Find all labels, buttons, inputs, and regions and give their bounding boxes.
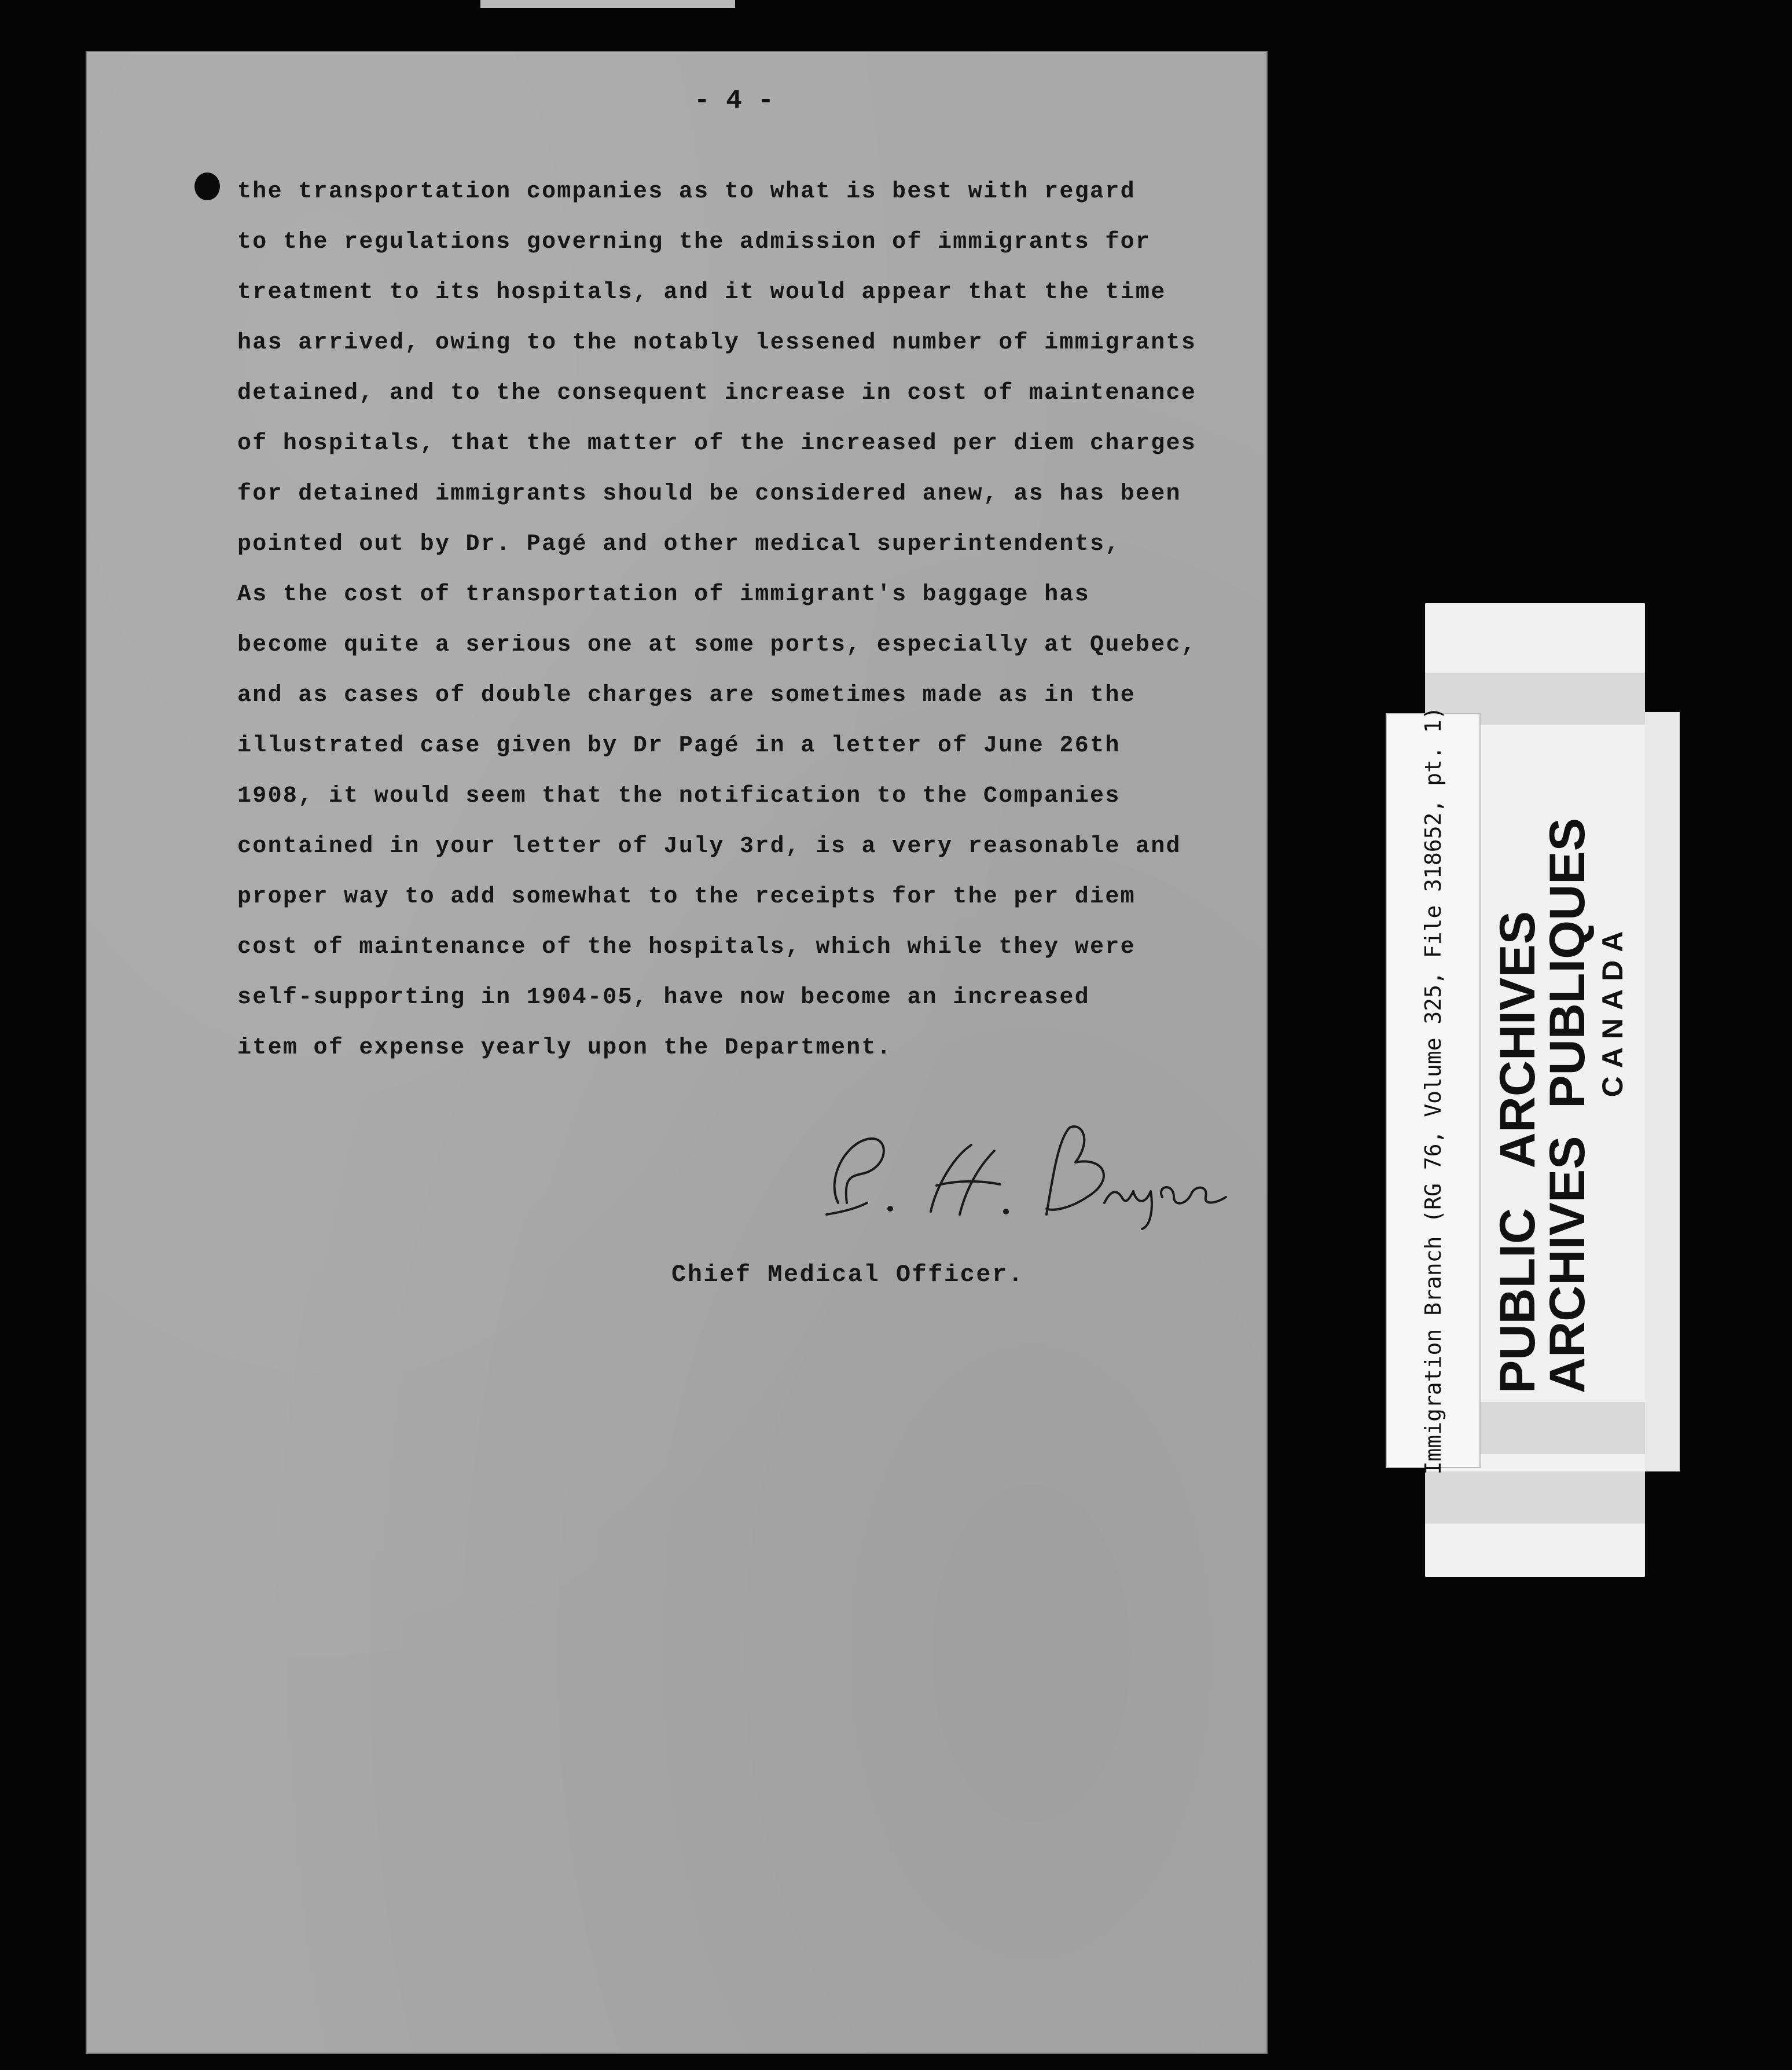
text-line: As the cost of transportation of immigrant's baggage has xyxy=(237,582,1090,608)
stamp-line-canada: CANADA xyxy=(1596,923,1629,1098)
stamp-line-public-archives: PUBLIC ARCHIVES xyxy=(1490,911,1545,1393)
letter-body xyxy=(237,167,1291,1073)
text-line: 1908, it would seem that the notification to the Companies xyxy=(237,783,1121,809)
signatory-title: Chief Medical Officer. xyxy=(671,1261,1024,1289)
text-line: item of expense yearly upon the Department. xyxy=(237,1035,893,1061)
text-line: self-supporting in 1904-05, have now become an increased xyxy=(237,985,1090,1011)
text-line: detained, and to the consequent increase in cost of maintenance xyxy=(237,380,1197,406)
archive-reference-text: Immigration Branch (RG 76, Volume 325, File 318652, pt. 1) xyxy=(1420,706,1446,1475)
film-tab xyxy=(480,0,735,8)
letter-page xyxy=(86,51,1268,2054)
public-archives-stamp xyxy=(1482,799,1644,1412)
strip-band xyxy=(1425,1471,1645,1524)
text-line: contained in your letter of July 3rd, is a very reasonable and xyxy=(237,834,1181,860)
text-line: pointed out by Dr. Pagé and other medical superintendents, xyxy=(237,531,1121,557)
stamp-line-archives-publiques: ARCHIVES PUBLIQUES xyxy=(1540,818,1595,1393)
archive-reference-label xyxy=(1386,706,1481,1475)
text-line: illustrated case given by Dr Pagé in a letter of June 26th xyxy=(237,733,1121,759)
text-line: cost of maintenance of the hospitals, which while they were xyxy=(237,934,1136,960)
text-line: to the regulations governing the admission of immigrants for xyxy=(237,229,1151,255)
page-number: - 4 - xyxy=(693,86,774,116)
text-line: of hospitals, that the matter of the increased per diem charges xyxy=(237,431,1197,457)
text-line: the transportation companies as to what is best with regard xyxy=(237,179,1136,205)
handwritten-signature xyxy=(803,1116,1255,1232)
text-line: become quite a serious one at some ports, especially at Quebec, xyxy=(237,632,1197,658)
text-line: has arrived, owing to the notably lessened number of immigrants xyxy=(237,330,1197,356)
text-line: and as cases of double charges are sometimes made as in the xyxy=(237,682,1136,709)
punch-hole xyxy=(194,172,220,200)
text-line: for detained immigrants should be considered anew, as has been xyxy=(237,481,1181,507)
text-line: proper way to add somewhat to the receipts for the per diem xyxy=(237,884,1136,910)
archive-stamp-edge xyxy=(1645,712,1680,1471)
text-line: treatment to its hospitals, and it would appear that the time xyxy=(237,280,1166,306)
